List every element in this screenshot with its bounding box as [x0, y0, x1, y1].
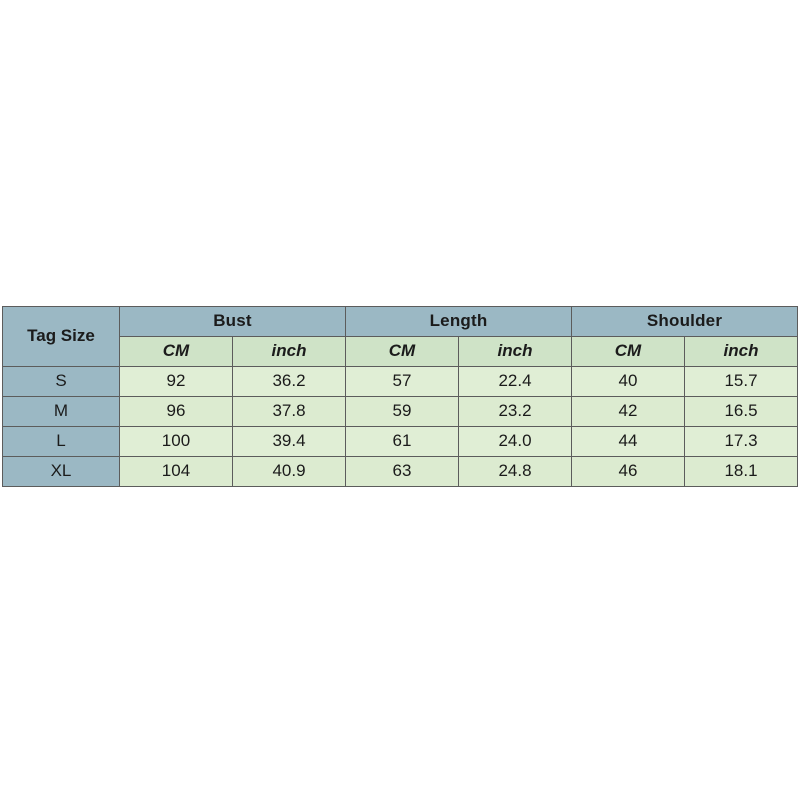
row-size-label: M: [2, 396, 119, 426]
table-row: [2, 456, 797, 486]
cell-bust-inch: 36.2: [232, 366, 345, 396]
group-header-shoulder: Shoulder: [572, 306, 798, 336]
cell-shoulder-inch: 18.1: [685, 456, 798, 486]
cell-length-cm: 57: [346, 366, 459, 396]
table-row: [2, 426, 797, 456]
cell-shoulder-inch: 15.7: [685, 366, 798, 396]
tag-size-header: Tag Size: [2, 306, 119, 366]
unit-header-shoulder-cm: CM: [572, 336, 685, 366]
cell-bust-cm: 100: [119, 426, 232, 456]
cell-shoulder-cm: 46: [572, 456, 685, 486]
table-header-groups: [2, 306, 797, 336]
table-row: [2, 396, 797, 426]
cell-bust-inch: 37.8: [232, 396, 345, 426]
unit-header-shoulder-inch: inch: [685, 336, 798, 366]
unit-header-bust-inch: inch: [232, 336, 345, 366]
row-size-label: XL: [2, 456, 119, 486]
cell-length-cm: 61: [346, 426, 459, 456]
group-header-length: Length: [346, 306, 572, 336]
cell-bust-cm: 96: [119, 396, 232, 426]
cell-shoulder-inch: 16.5: [685, 396, 798, 426]
row-size-label: L: [2, 426, 119, 456]
cell-bust-inch: 39.4: [232, 426, 345, 456]
cell-length-cm: 63: [346, 456, 459, 486]
cell-shoulder-cm: 40: [572, 366, 685, 396]
cell-length-inch: 24.0: [459, 426, 572, 456]
table-row: [2, 366, 797, 396]
cell-length-cm: 59: [346, 396, 459, 426]
cell-length-inch: 24.8: [459, 456, 572, 486]
table-header-units: [2, 336, 797, 366]
cell-length-inch: 22.4: [459, 366, 572, 396]
unit-header-length-cm: CM: [346, 336, 459, 366]
cell-length-inch: 23.2: [459, 396, 572, 426]
unit-header-length-inch: inch: [459, 336, 572, 366]
cell-bust-cm: 104: [119, 456, 232, 486]
cell-shoulder-cm: 44: [572, 426, 685, 456]
cell-shoulder-cm: 42: [572, 396, 685, 426]
unit-header-bust-cm: CM: [119, 336, 232, 366]
row-size-label: S: [2, 366, 119, 396]
cell-bust-inch: 40.9: [232, 456, 345, 486]
cell-shoulder-inch: 17.3: [685, 426, 798, 456]
size-chart-table: [2, 306, 798, 487]
group-header-bust: Bust: [119, 306, 345, 336]
cell-bust-cm: 92: [119, 366, 232, 396]
